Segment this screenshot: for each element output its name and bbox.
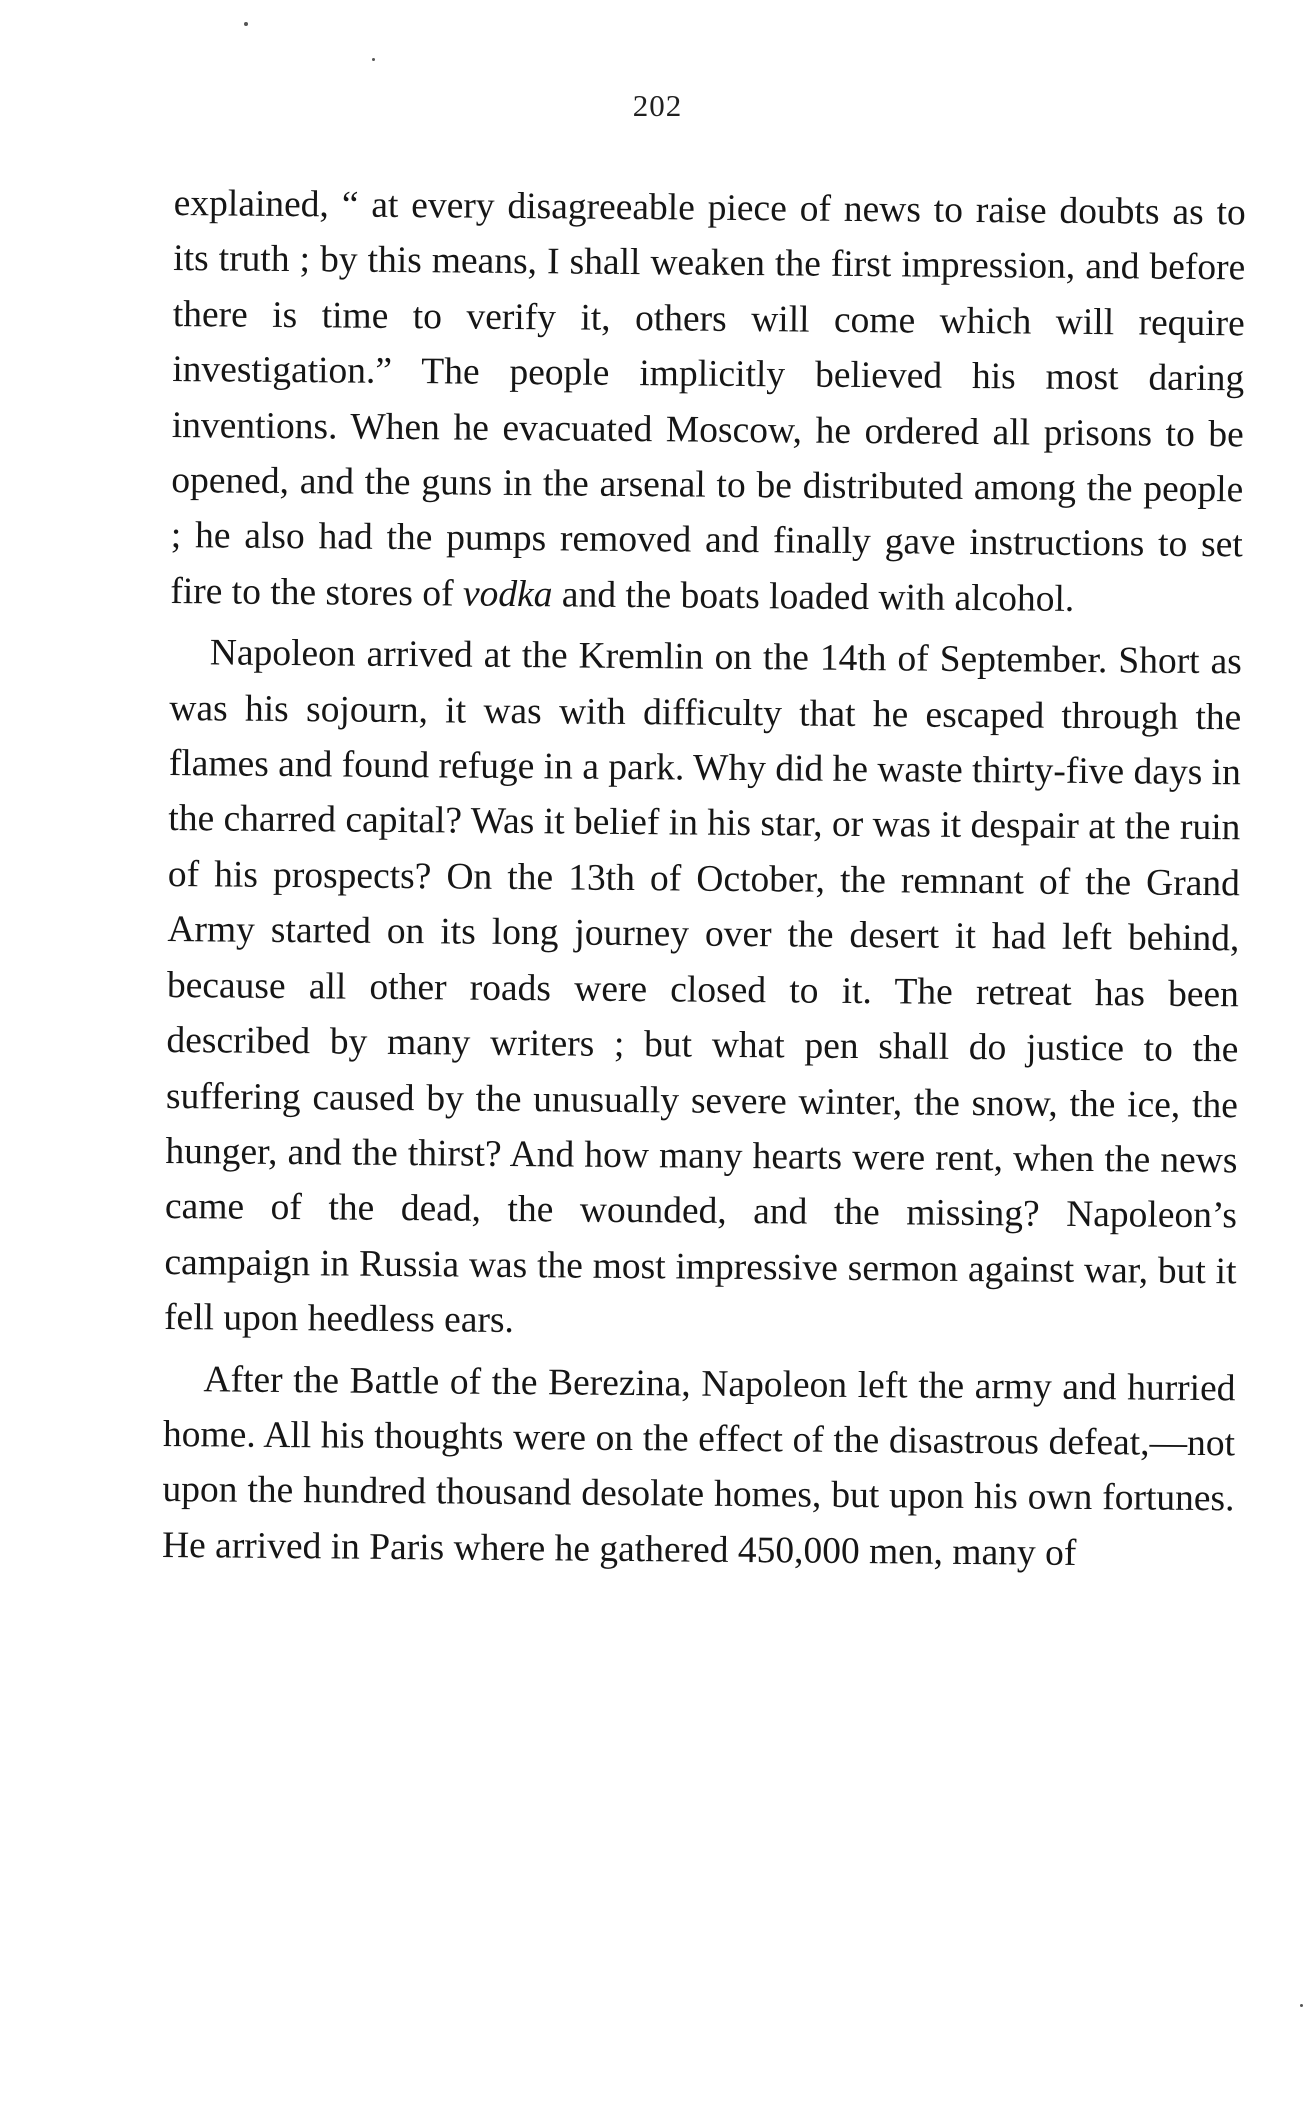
body-text: [162, 176, 1246, 1582]
paragraph-1-text: explained, “ at every disagreeable piece of news to raise doubts as to its truth ; by this means, I shall weaken the first impression, and before there is time to verify it, others will come which will require investigation.” The people implicitly believed his most daring inventions. When he evacuated Moscow, he ordered all prisons to be opened, and the guns in the arsenal to be distributed among the people ; he also had the pumps removed and finally gave instructions to set fire to the stores of: [170, 182, 1246, 615]
italic-word-vodka: vodka: [462, 573, 553, 616]
paper-speck: [372, 58, 375, 61]
paragraph-1-end: and the boats loaded with alcohol.: [552, 574, 1075, 620]
paper-speck: [1300, 2004, 1303, 2007]
paragraph-1: [170, 176, 1246, 629]
paper-speck: [244, 22, 248, 26]
page-number: 202: [632, 88, 683, 123]
paragraph-2: Napoleon arrived at the Kremlin on the 14th of September. Short as was his sojourn, it was with difficulty that he escaped through the flames and found refuge in a park. Why did he waste thirty-five days in the charred capital? Was it belief in his star, or was it despair at the ruin of his prospects? On the 13th of October, the remnant of the Grand Army started on its long journey over the desert it had left behind, because all other roads were closed to it. The retreat has been described by many writers ; but what pen shall do justice to the suffering caused by the unusually severe winter, the snow, the ice, the hunger, and the thirst? And how many hearts were rent, when the news came of the dead, the wounded, and the missing? Napoleon’s campaign in Russia was the most impressive sermon against war, but it fell upon heedless ears.: [163, 632, 1242, 1342]
paragraph-3: After the Battle of the Berezina, Napoleon left the army and hurried home. All his thoughts were on the effect of the disastrous defeat,—not upon the hundred thousand desolate homes, but upon his own fortunes. He arrived in Paris where he gathered 450,000 men, many of: [161, 1358, 1236, 1574]
